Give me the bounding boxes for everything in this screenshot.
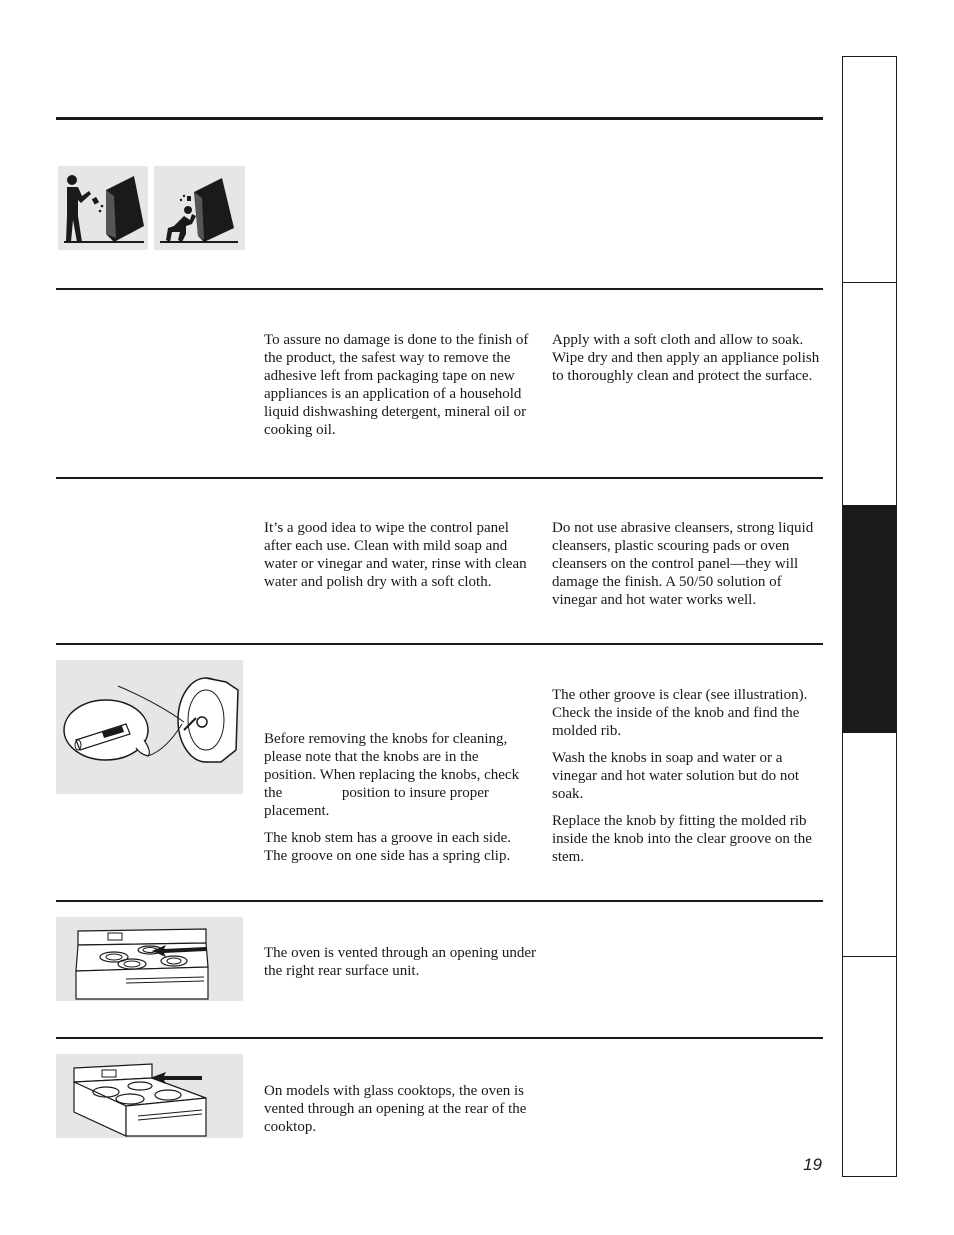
section-tab-4[interactable]: [843, 733, 896, 957]
tape-text-right: Apply with a soft cloth and allow to soak. Wipe dry and then apply an appliance polish to thoroughly clean and protect the surface.: [552, 332, 820, 384]
top-rule: [56, 117, 823, 120]
section-tab-5[interactable]: [843, 957, 896, 1176]
section-rule-vent-coil: [56, 900, 823, 902]
knob-illustration: [56, 660, 243, 794]
knobs-text-p2: The knob stem has a groove in each side. The groove on one side has a spring clip.: [264, 830, 512, 864]
vent-coil-instructions: [264, 944, 536, 989]
section-tab-3-active[interactable]: [843, 506, 896, 733]
knobs-text-p1-b: position. When replacing the knobs, check the: [264, 767, 520, 801]
knobs-text-p5: Replace the knob by fitting the molded rib inside the knob into the clear groove on the stem.: [552, 813, 812, 865]
oven-vent-glass-illustration: [56, 1054, 243, 1138]
section-rule-knobs: [56, 643, 823, 645]
page-number: 19: [803, 1155, 822, 1174]
vent-glass-instructions: [264, 1082, 536, 1145]
knobs-instructions-right: [552, 686, 824, 875]
control-panel-instructions-right: [552, 519, 824, 618]
section-tab-1[interactable]: [843, 57, 896, 283]
vent-coil-text: The oven is vented through an opening under the right rear surface unit.: [264, 945, 537, 979]
knobs-text-p1: [264, 730, 536, 820]
section-tab-2[interactable]: [843, 283, 896, 506]
knobs-text-p3: The other groove is clear (see illustration). Check the inside of the knob and find the molded rib.: [552, 687, 808, 739]
section-tabs: [842, 56, 897, 1177]
tape-instructions-right: [552, 331, 824, 394]
control-panel-text-right: Do not use abrasive cleansers, strong liquid cleansers, plastic scouring pads or oven cleansers on the control panel—they will damage the finish. A 50/50 solution of vinegar and hot water works well.: [552, 520, 814, 608]
oven-vent-coil-illustration: [56, 917, 243, 1001]
section-rule-vent-glass: [56, 1037, 823, 1039]
tape-text-left: To assure no damage is done to the finish of the product, the safest way to remove the adhesive left from packaging tape on new appliances is an application of a household liquid dishwashing detergent, mineral oil or cooking oil.: [264, 332, 529, 438]
knobs-text-p1-a: Before removing the knobs for cleaning, please note that the knobs are in the: [264, 731, 508, 765]
knobs-text-p1-c: position to insure proper placement.: [264, 785, 489, 819]
tip-over-warning-icon-adult: [58, 166, 148, 250]
section-rule-tape: [56, 288, 823, 290]
section-rule-control-panel: [56, 477, 823, 479]
tip-over-warning-icon-child: [154, 166, 245, 250]
knobs-instructions-left: [264, 730, 536, 874]
knobs-text-p4: Wash the knobs in soap and water or a vinegar and hot water solution but do not soak.: [552, 750, 800, 802]
tape-instructions-left: [264, 331, 536, 448]
control-panel-text-left: It’s a good idea to wipe the control panel after each use. Clean with mild soap and water or vinegar and water, rinse with clean water and polish dry with a soft cloth.: [264, 520, 527, 590]
vent-glass-text: On models with glass cooktops, the oven is vented through an opening at the rear of the cooktop.: [264, 1083, 527, 1135]
control-panel-instructions-left: [264, 519, 536, 600]
